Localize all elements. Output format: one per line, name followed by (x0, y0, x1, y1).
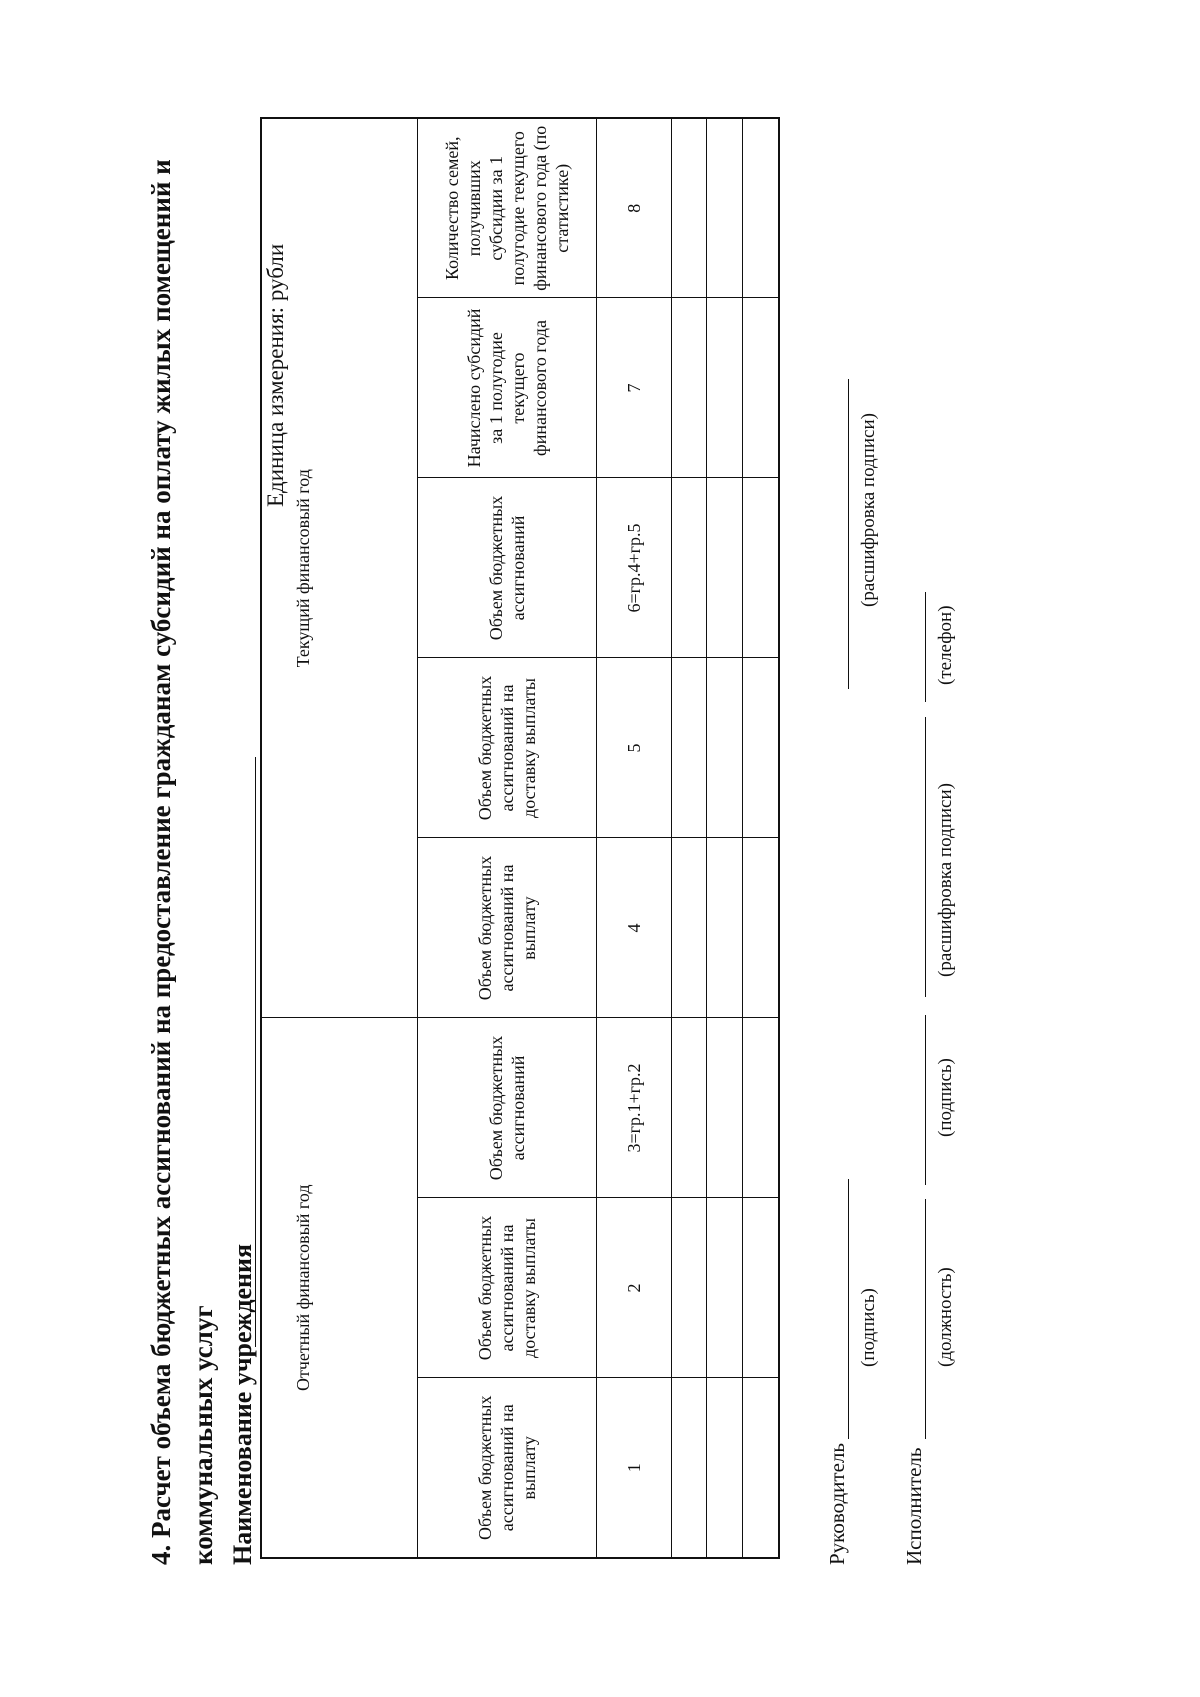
exec-decode-caption: (расшифровка подписи) (935, 783, 956, 977)
column-header: Объем бюджетных ассигнований (418, 1018, 597, 1198)
column-number: 2 (597, 1198, 672, 1378)
column-header: Объем бюджетных ассигнований на выплату (418, 1378, 597, 1558)
head-label: Руководитель (825, 1443, 849, 1565)
table-row (707, 118, 743, 1558)
group-header-reporting-year: Отчетный финансовый год (261, 1018, 418, 1558)
table-cell[interactable] (743, 838, 779, 1018)
table-cell[interactable] (707, 1378, 743, 1558)
table-cell[interactable] (671, 298, 707, 478)
table-cell[interactable] (743, 1198, 779, 1378)
table-cell[interactable] (707, 658, 743, 838)
table-cell[interactable] (707, 1198, 743, 1378)
table-row (671, 118, 707, 1558)
table-cell[interactable] (671, 478, 707, 658)
table-column-number-row (597, 118, 672, 1558)
head-decode-line[interactable] (848, 379, 849, 689)
column-header: Количество семей, получивших субсидии за 1 полугодие текущего финансового года (по статистике) (418, 118, 597, 298)
column-header: Объем бюджетных ассигнований на доставку выплаты (418, 658, 597, 838)
table-cell[interactable] (671, 1378, 707, 1558)
institution-field-line (255, 757, 256, 1347)
table-cell[interactable] (671, 1198, 707, 1378)
head-decode-caption: (расшифровка подписи) (858, 413, 879, 607)
executor-label: Исполнитель (902, 1447, 926, 1565)
table-row (743, 118, 779, 1558)
column-number: 7 (597, 298, 672, 478)
unit-label: Единица измерения: рубли (263, 243, 288, 507)
exec-sign-line[interactable] (925, 1015, 926, 1185)
column-header: Объем бюджетных ассигнований на выплату (418, 838, 597, 1018)
exec-phone-line[interactable] (925, 592, 926, 702)
column-number: 4 (597, 838, 672, 1018)
exec-decode-line[interactable] (925, 717, 926, 997)
column-number: 1 (597, 1378, 672, 1558)
table-cell[interactable] (707, 298, 743, 478)
table-cell[interactable] (707, 838, 743, 1018)
table-cell[interactable] (671, 838, 707, 1018)
table-cell[interactable] (671, 1018, 707, 1198)
table-cell[interactable] (743, 658, 779, 838)
institution-label: Наименование учреждения (228, 1243, 257, 1565)
table-cell[interactable] (743, 478, 779, 658)
table-cell[interactable] (707, 478, 743, 658)
head-sign-caption: (подпись) (858, 1288, 879, 1367)
assignments-table (260, 117, 780, 1559)
table-cell[interactable] (707, 118, 743, 298)
column-number: 3=гр.1+гр.2 (597, 1018, 672, 1198)
table-cell[interactable] (743, 1018, 779, 1198)
exec-sign-caption: (подпись) (935, 1058, 956, 1137)
column-number: 6=гр.4+гр.5 (597, 478, 672, 658)
table-group-header-row (261, 118, 418, 1558)
table-column-header-row (418, 118, 597, 1558)
table-cell[interactable] (671, 118, 707, 298)
page-title: 4. Расчет объема бюджетных ассигнований на предоставление гражданам субсидий на оплату жилых помещений и коммунальных услуг (146, 159, 218, 1565)
column-header: Объем бюджетных ассигнований (418, 478, 597, 658)
table-cell[interactable] (743, 1378, 779, 1558)
group-header-current-year: Текущий финансовый год (261, 118, 418, 1018)
table-cell[interactable] (743, 118, 779, 298)
head-sign-line[interactable] (848, 1179, 849, 1439)
table-cell[interactable] (707, 1018, 743, 1198)
table-cell[interactable] (671, 658, 707, 838)
exec-position-line[interactable] (925, 1199, 926, 1439)
column-number: 5 (597, 658, 672, 838)
table-cell[interactable] (743, 298, 779, 478)
column-number: 8 (597, 118, 672, 298)
column-header: Начислено субсидий за 1 полугодие текущего финансового года (418, 298, 597, 478)
exec-phone-caption: (телефон) (935, 605, 956, 685)
exec-position-caption: (должность) (935, 1267, 956, 1367)
column-header: Объем бюджетных ассигнований на доставку выплаты (418, 1198, 597, 1378)
